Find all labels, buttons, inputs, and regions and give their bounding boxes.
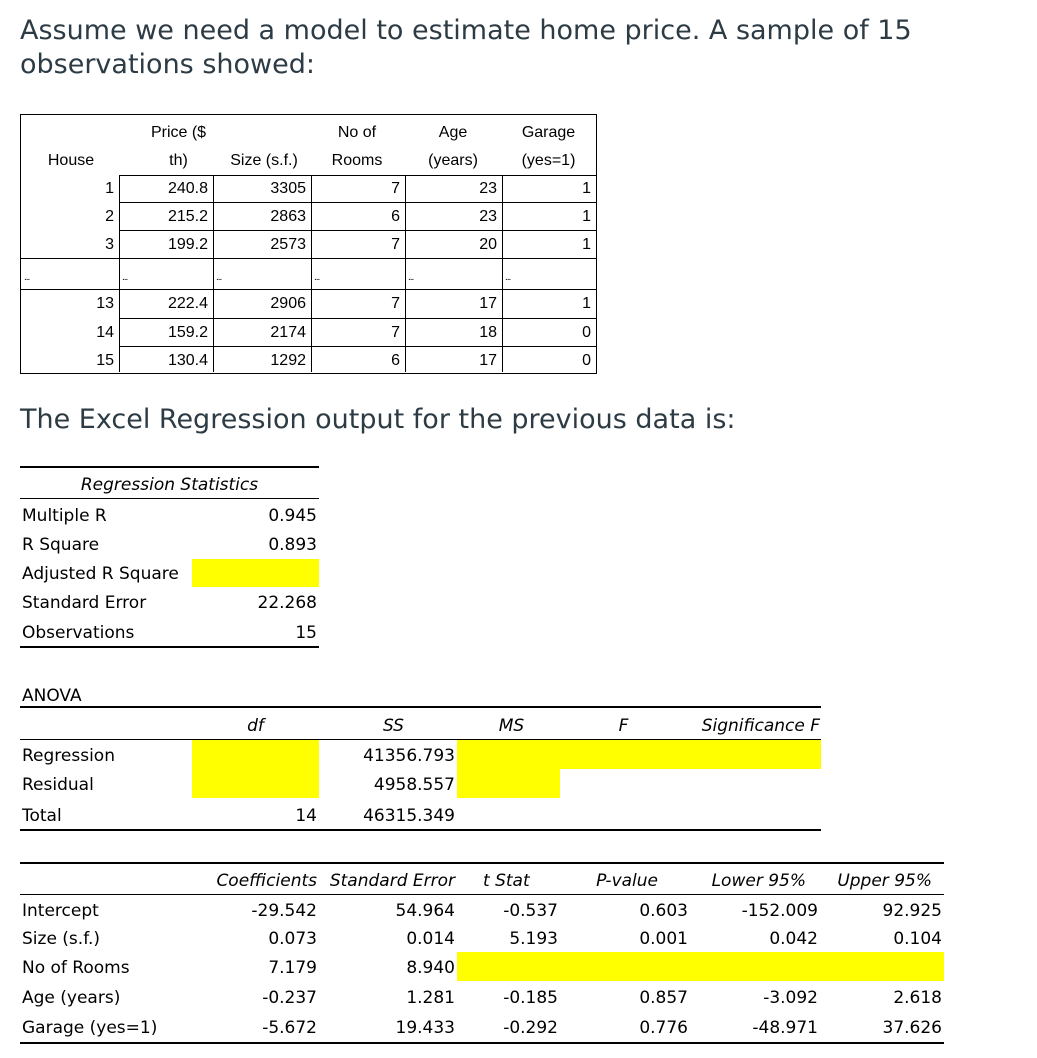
rule (20, 498, 319, 499)
coef-p: 0.603 (639, 901, 688, 921)
cell-garage: 0 (582, 352, 591, 369)
anova-header-ss: SS (383, 716, 404, 736)
coef-value: -29.542 (251, 901, 317, 921)
cell-rooms: 6 (391, 352, 400, 369)
coef-row-label: Intercept (22, 901, 99, 921)
regression-stats-title: Regression Statistics (80, 475, 259, 495)
ellipsis: ... (216, 272, 222, 283)
cell-age: 20 (479, 236, 497, 253)
cell-size: 2174 (270, 324, 306, 341)
coef-se: 19.433 (395, 1018, 455, 1038)
coef-p: 0.776 (639, 1018, 688, 1038)
coef-value: -5.672 (262, 1018, 317, 1038)
stat-label: Standard Error (22, 593, 147, 613)
ellipsis: ... (24, 272, 30, 283)
coef-row-label: Age (years) (22, 988, 121, 1008)
cell-price: 215.2 (167, 208, 208, 225)
cell-rooms: 7 (391, 295, 400, 312)
coef-upper: 92.925 (882, 901, 942, 921)
anova-ss: 46315.349 (363, 806, 455, 826)
coef-value: 7.179 (268, 958, 317, 978)
header-garage-line1: Garage (521, 124, 576, 141)
cell-house: 1 (105, 180, 114, 197)
coef-header-coefficients: Coefficients (216, 871, 317, 891)
anova-df-blank[interactable] (192, 740, 319, 798)
coef-upper: 37.626 (882, 1018, 942, 1038)
header-price-line2: th) (169, 152, 188, 169)
coef-value: 0.073 (268, 929, 317, 949)
cell-price: 222.4 (167, 295, 208, 312)
header-rooms-line1: No of (337, 124, 377, 141)
anova-df: 14 (295, 806, 317, 826)
anova-header-ms: MS (498, 716, 525, 736)
coef-se: 1.281 (406, 988, 455, 1008)
coef-header-standard-error: Standard Error (329, 871, 455, 891)
anova-row-label: Total (22, 806, 62, 826)
anova-header-significance-f: Significance F (701, 716, 820, 736)
cell-price: 159.2 (167, 324, 208, 341)
coef-row-label: No of Rooms (22, 958, 130, 978)
coef-value: -0.237 (262, 988, 317, 1008)
cell-age: 17 (479, 352, 497, 369)
coef-t: -0.292 (503, 1018, 558, 1038)
anova-ss: 4958.557 (373, 775, 455, 795)
coef-header-p-value: P-value (596, 871, 658, 891)
regression-subheading: The Excel Regression output for the previous data is: (20, 404, 736, 435)
rule (20, 894, 944, 895)
stat-value: 0.945 (268, 506, 317, 526)
coef-lower: -48.971 (752, 1018, 818, 1038)
coef-upper: 2.618 (893, 988, 942, 1008)
ellipsis: ... (122, 272, 128, 283)
rule (20, 466, 319, 468)
coef-upper: 0.104 (893, 929, 942, 949)
cell-size: 2906 (270, 295, 306, 312)
cell-garage: 1 (582, 208, 591, 225)
cell-age: 17 (479, 295, 497, 312)
stat-label: R Square (22, 535, 100, 555)
header-garage-line2: (yes=1) (521, 152, 576, 169)
cell-price: 240.8 (167, 180, 208, 197)
coef-se: 0.014 (406, 929, 455, 949)
anova-residual-ms-blank[interactable] (457, 769, 560, 798)
header-age-line2: (years) (428, 152, 478, 169)
header-age-line1: Age (438, 124, 468, 141)
rule (20, 1042, 944, 1044)
anova-regression-ms-f-sig-blank[interactable] (457, 740, 821, 769)
cell-age: 23 (479, 208, 497, 225)
cell-rooms: 7 (391, 180, 400, 197)
rule (20, 646, 319, 648)
grid-line (21, 258, 596, 259)
coef-p: 0.001 (639, 929, 688, 949)
coef-p: 0.857 (639, 988, 688, 1008)
cell-house: 13 (96, 295, 114, 312)
cell-price: 199.2 (167, 236, 208, 253)
coef-row-label: Garage (yes=1) (22, 1018, 158, 1038)
coef-row-label: Size (s.f.) (22, 929, 100, 949)
stat-label: Observations (22, 623, 135, 643)
header-house: House (47, 152, 95, 169)
intro-paragraph: Assume we need a model to estimate home price. A sample of 15 observations showed: (20, 15, 912, 80)
anova-title: ANOVA (22, 686, 82, 706)
rule (20, 829, 821, 831)
cell-garage: 0 (582, 324, 591, 341)
cell-house: 15 (96, 352, 114, 369)
cell-garage: 1 (582, 295, 591, 312)
cell-house: 3 (105, 236, 114, 253)
coef-header-lower-95: Lower 95% (711, 871, 806, 891)
ellipsis: ... (505, 272, 511, 283)
ellipsis: ... (408, 272, 414, 283)
cell-house: 2 (105, 208, 114, 225)
coef-header-upper-95: Upper 95% (837, 871, 932, 891)
rule (20, 862, 944, 864)
cell-age: 23 (479, 180, 497, 197)
coef-header-t-stat: t Stat (483, 871, 530, 891)
cell-size: 2863 (270, 208, 306, 225)
stat-label: Multiple R (22, 506, 107, 526)
cell-house: 14 (96, 324, 114, 341)
anova-row-label: Regression (22, 746, 115, 766)
anova-ss: 41356.793 (363, 746, 455, 766)
stat-value: 22.268 (257, 593, 317, 613)
coef-se: 54.964 (395, 901, 455, 921)
ellipsis: ... (314, 272, 320, 283)
cell-garage: 1 (582, 236, 591, 253)
stat-value: 15 (295, 623, 317, 643)
stat-value: 0.893 (268, 535, 317, 555)
coef-t: 5.193 (509, 929, 558, 949)
rule (20, 706, 821, 708)
coef-lower: -152.009 (741, 901, 818, 921)
cell-rooms: 7 (391, 324, 400, 341)
anova-header-f: F (618, 716, 629, 736)
coef-lower: -3.092 (763, 988, 818, 1008)
adjusted-r-square-blank[interactable] (192, 559, 319, 587)
house-data-table (20, 114, 597, 374)
coef-t: -0.185 (503, 988, 558, 1008)
rooms-t-p-ci-blank[interactable] (457, 952, 944, 981)
coef-lower: 0.042 (769, 929, 818, 949)
cell-rooms: 6 (391, 208, 400, 225)
coef-t: -0.537 (503, 901, 558, 921)
cell-size: 2573 (270, 236, 306, 253)
anova-row-label: Residual (22, 775, 94, 795)
coef-se: 8.940 (406, 958, 455, 978)
header-price-line1: Price ($ (150, 124, 207, 141)
anova-header-df: df (247, 716, 264, 736)
cell-price: 130.4 (167, 352, 208, 369)
header-size: Size (s.f.) (230, 152, 298, 169)
cell-rooms: 7 (391, 236, 400, 253)
cell-age: 18 (479, 324, 497, 341)
stat-label: Adjusted R Square (22, 564, 179, 584)
cell-size: 3305 (270, 180, 306, 197)
cell-garage: 1 (582, 180, 591, 197)
cell-size: 1292 (270, 352, 306, 369)
header-rooms-line2: Rooms (331, 152, 383, 169)
